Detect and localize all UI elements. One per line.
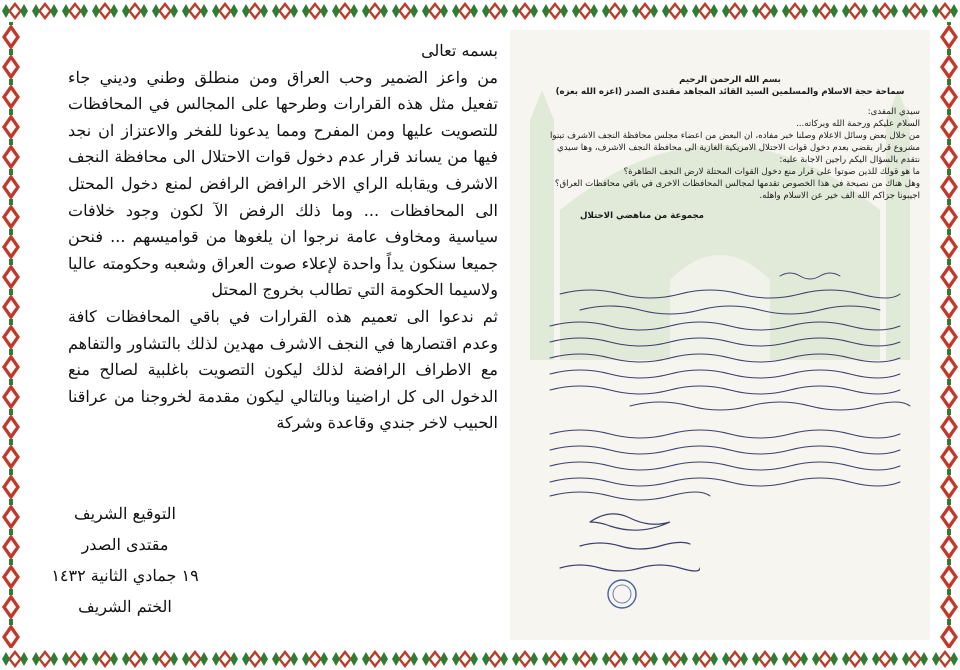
decorative-border-left: [0, 22, 22, 648]
letter-closing: اجيبونا جزاكم الله الف خير عن الاسلام واهله.: [759, 191, 920, 201]
letter-question: ما هو قولك للذين صوتوا على قرار منع دخول القوات المحتلة لارض النجف الطاهرة؟: [623, 167, 920, 177]
signature-label: التوقيع الشريف: [74, 504, 176, 523]
statement-text: [68, 38, 498, 437]
statement-heading: بسمه تعالى: [421, 41, 498, 60]
decorative-border-right: [938, 22, 960, 648]
handwritten-reply-image: [540, 272, 920, 502]
seal-label: الختم الشريف: [78, 597, 172, 616]
signer-name: مقتدى الصدر: [81, 535, 169, 554]
letter-body: من خلال بعض وسائل الاعلام وصلنا خبر مفاده، ان البعض من اعضاء مجلس محافظة النجف الاشرف تبنوا مشروع قرار يقضي بعدم دخول قوات الاحتلال الامريكية الغازية الى محافظة النجف الاشرف، وها سيدي نتقدم بالسؤال اليكم راجين الاجابة عليه:: [550, 131, 920, 165]
statement-paragraph: ثم ندعوا الى تعميم هذه القرارات في باقي المحافظات كافة وعدم اقتصارها في النجف الاشرف مهدين لذلك بالتشاور والتفاهم مع الاطراف الرافضة لذلك ليكون التصويت باغلبية لصالح منع الدخول الى كل اراضينا وبالتالي ليكون مقدمة لخروجنا من عراقنا الحبيب لاخر جندي وقاعدة وشركة: [68, 306, 498, 433]
statement-paragraph: من واعز الضمير وحب العراق ومن منطلق وطني وديني جاء تفعيل مثل هذه القرارات وطرحها على المجالس في المحافظات للتصويت عليها ومن المفرح ومما يدعونا للفخر والاعتزاز ان نجد فيها من يساند قرار عدم دخول قوات الاحتلال الى محافظة النجف الاشرف ويقابله الراي الاخر الرافض الرافض لمنع دخول المحتل الى المحافظات ... وما ذلك الرفض الآ لكون وجود خلافات سياسية ومخاوف عامة نرجوا ان يلغوها من قواميسهم ... فنحن جميعا سنكون يداً واحدة لإعلاء صوت العراق وشعبه وحكومته عاليا ولاسيما الحكومة التي تطالب بخروج المحتل: [68, 67, 498, 300]
signature-block: [40, 498, 210, 622]
letter-salutation: سيدي المفدى:: [867, 107, 920, 117]
letter-sender: مجموعة من مناهضي الاحتلال: [580, 211, 704, 221]
letter-addressee: سماحة حجة الاسلام والمسلمين السيد القائد المجاهد مقتدى الصدر (اعزه الله بعزه): [555, 87, 905, 97]
scanned-typed-letter: [540, 74, 920, 222]
letter-greeting: السلام عليكم ورحمة الله وبركاته...: [796, 119, 920, 129]
letter-basmala: بسم الله الرحمن الرحيم: [679, 75, 781, 85]
handwritten-signature-and-seal: [550, 502, 700, 612]
letter-question: وهل هناك من نصيحة في هذا الخصوص تقدمها لمجالس المحافظات الاخرى في باقي محافظات العراق؟: [554, 179, 920, 189]
decorative-border-top: [0, 0, 960, 22]
signature-date: ١٩ جمادي الثانية ١٤٣٢: [51, 566, 199, 585]
decorative-border-bottom: [0, 648, 960, 670]
